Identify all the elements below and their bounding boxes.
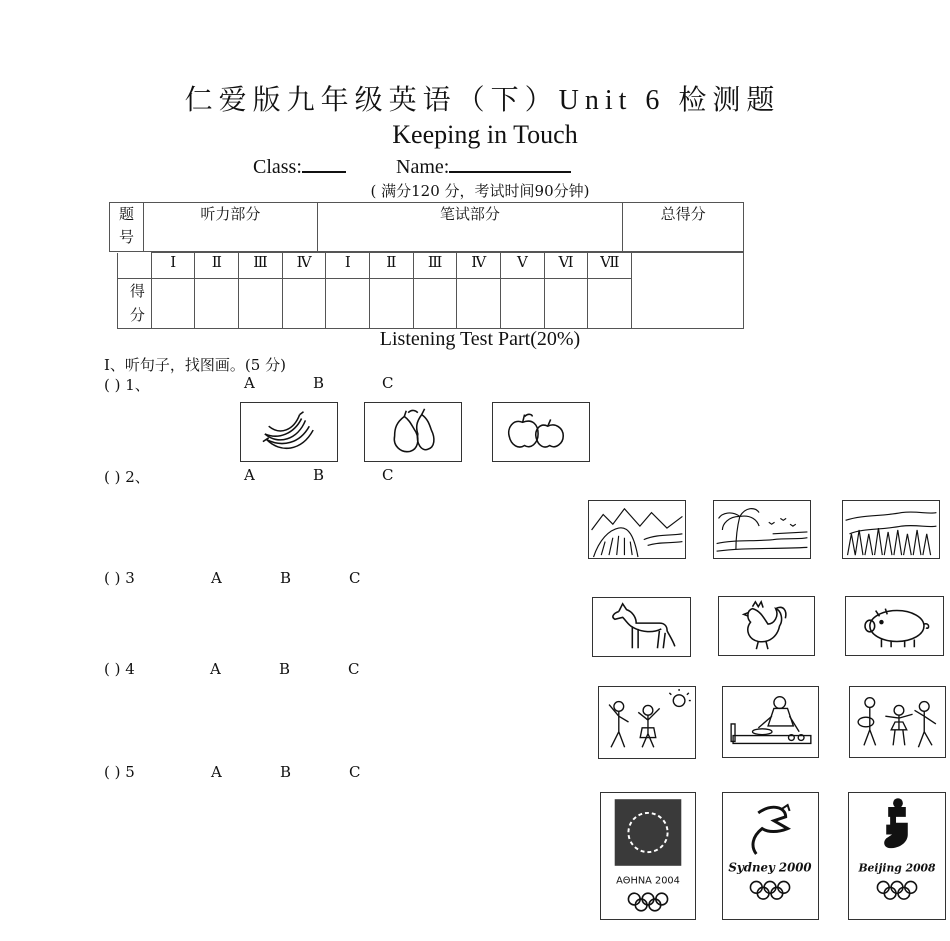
apples-image[interactable] bbox=[492, 402, 590, 462]
total-score-cell[interactable] bbox=[632, 253, 744, 329]
section-title: Listening Test Part(20%) bbox=[379, 328, 581, 350]
writing-col-6: Ⅵ bbox=[544, 253, 588, 279]
score-cell[interactable] bbox=[151, 279, 195, 329]
mountains-image[interactable] bbox=[588, 500, 686, 559]
writing-col-2: Ⅱ bbox=[370, 253, 414, 279]
score-cell[interactable] bbox=[326, 279, 370, 329]
score-cell[interactable] bbox=[544, 279, 588, 329]
writing-col-7: Ⅶ bbox=[588, 253, 632, 279]
exam-note: ( 满分120 分，考试时间90分钟) bbox=[370, 182, 590, 200]
score-cell[interactable] bbox=[282, 279, 326, 329]
beijing-logo-image[interactable] bbox=[848, 792, 946, 920]
blank-cell bbox=[118, 253, 152, 279]
question-2-label[interactable]: ( ) 2、 bbox=[104, 468, 150, 486]
q1-option-c: C bbox=[382, 374, 394, 392]
question-number-label: 题号 bbox=[110, 203, 144, 252]
score-cell[interactable] bbox=[501, 279, 545, 329]
writing-col-3: Ⅲ bbox=[413, 253, 457, 279]
class-field bbox=[253, 153, 346, 179]
forest-image[interactable] bbox=[842, 500, 940, 559]
listening-col-1: Ⅰ bbox=[151, 253, 195, 279]
writing-col-1: Ⅰ bbox=[326, 253, 370, 279]
part1-instruction: I、听句子，找图画。(5 分) bbox=[104, 356, 286, 374]
beijing-logo-text: Beijing 2008 bbox=[858, 861, 936, 875]
q4-option-b: B bbox=[279, 660, 291, 678]
name-label: Name: bbox=[396, 156, 450, 178]
score-cell[interactable] bbox=[413, 279, 457, 329]
q3-option-c: C bbox=[349, 569, 361, 587]
score-cell[interactable] bbox=[588, 279, 632, 329]
page-title: 仁爱版九年级英语（下）Unit 6 检测题 bbox=[184, 85, 781, 116]
q2-option-b: B bbox=[313, 466, 325, 484]
question-3-label[interactable]: ( ) 3 bbox=[104, 569, 135, 587]
q2-option-a: A bbox=[244, 466, 255, 484]
listening-col-4: Ⅳ bbox=[282, 253, 326, 279]
q3-option-a: A bbox=[211, 569, 222, 587]
rooster-image[interactable] bbox=[718, 596, 815, 656]
q5-option-b: B bbox=[280, 763, 292, 781]
listening-col-3: Ⅲ bbox=[239, 253, 283, 279]
listening-part-header: 听力部分 bbox=[143, 203, 317, 252]
writing-col-4: Ⅳ bbox=[457, 253, 501, 279]
q1-option-a: A bbox=[244, 374, 255, 392]
athens-logo-image[interactable] bbox=[600, 792, 696, 920]
q4-option-c: C bbox=[348, 660, 360, 678]
beach-image[interactable] bbox=[713, 500, 811, 559]
score-cell[interactable] bbox=[239, 279, 283, 329]
page-subtitle: Keeping in Touch bbox=[392, 120, 578, 149]
exercising-image[interactable] bbox=[598, 686, 696, 759]
q5-option-a: A bbox=[211, 763, 222, 781]
question-5-label[interactable]: ( ) 5 bbox=[104, 763, 135, 781]
q4-option-a: A bbox=[210, 660, 221, 678]
total-score-header: 总得分 bbox=[623, 203, 744, 252]
writing-col-5: Ⅴ bbox=[501, 253, 545, 279]
score-cell[interactable] bbox=[457, 279, 501, 329]
dancing-image[interactable] bbox=[849, 686, 946, 758]
class-label: Class: bbox=[253, 156, 302, 178]
score-cell[interactable] bbox=[370, 279, 414, 329]
horse-image[interactable] bbox=[592, 597, 691, 657]
score-table bbox=[117, 252, 744, 329]
pig-image[interactable] bbox=[845, 596, 944, 656]
q1-option-b: B bbox=[313, 374, 325, 392]
name-field bbox=[396, 153, 571, 179]
pears-image[interactable] bbox=[364, 402, 462, 462]
score-label: 得分 bbox=[118, 279, 152, 329]
writing-part-header: 笔试部分 bbox=[317, 203, 622, 252]
cooking-image[interactable] bbox=[722, 686, 819, 758]
score-cell[interactable] bbox=[195, 279, 239, 329]
q3-option-b: B bbox=[280, 569, 292, 587]
question-4-label[interactable]: ( ) 4 bbox=[104, 660, 135, 678]
q5-option-c: C bbox=[349, 763, 361, 781]
listening-col-2: Ⅱ bbox=[195, 253, 239, 279]
sydney-logo-text: Sydney 2000 bbox=[728, 860, 812, 875]
bananas-image[interactable] bbox=[240, 402, 338, 462]
sydney-logo-image[interactable] bbox=[722, 792, 819, 920]
class-blank[interactable] bbox=[302, 153, 346, 173]
athens-logo-text: AΘHNA 2004 bbox=[616, 875, 680, 887]
q2-option-c: C bbox=[382, 466, 394, 484]
question-1-label[interactable]: ( ) 1、 bbox=[104, 376, 150, 394]
score-table-header bbox=[109, 202, 744, 252]
name-blank[interactable] bbox=[449, 153, 571, 173]
